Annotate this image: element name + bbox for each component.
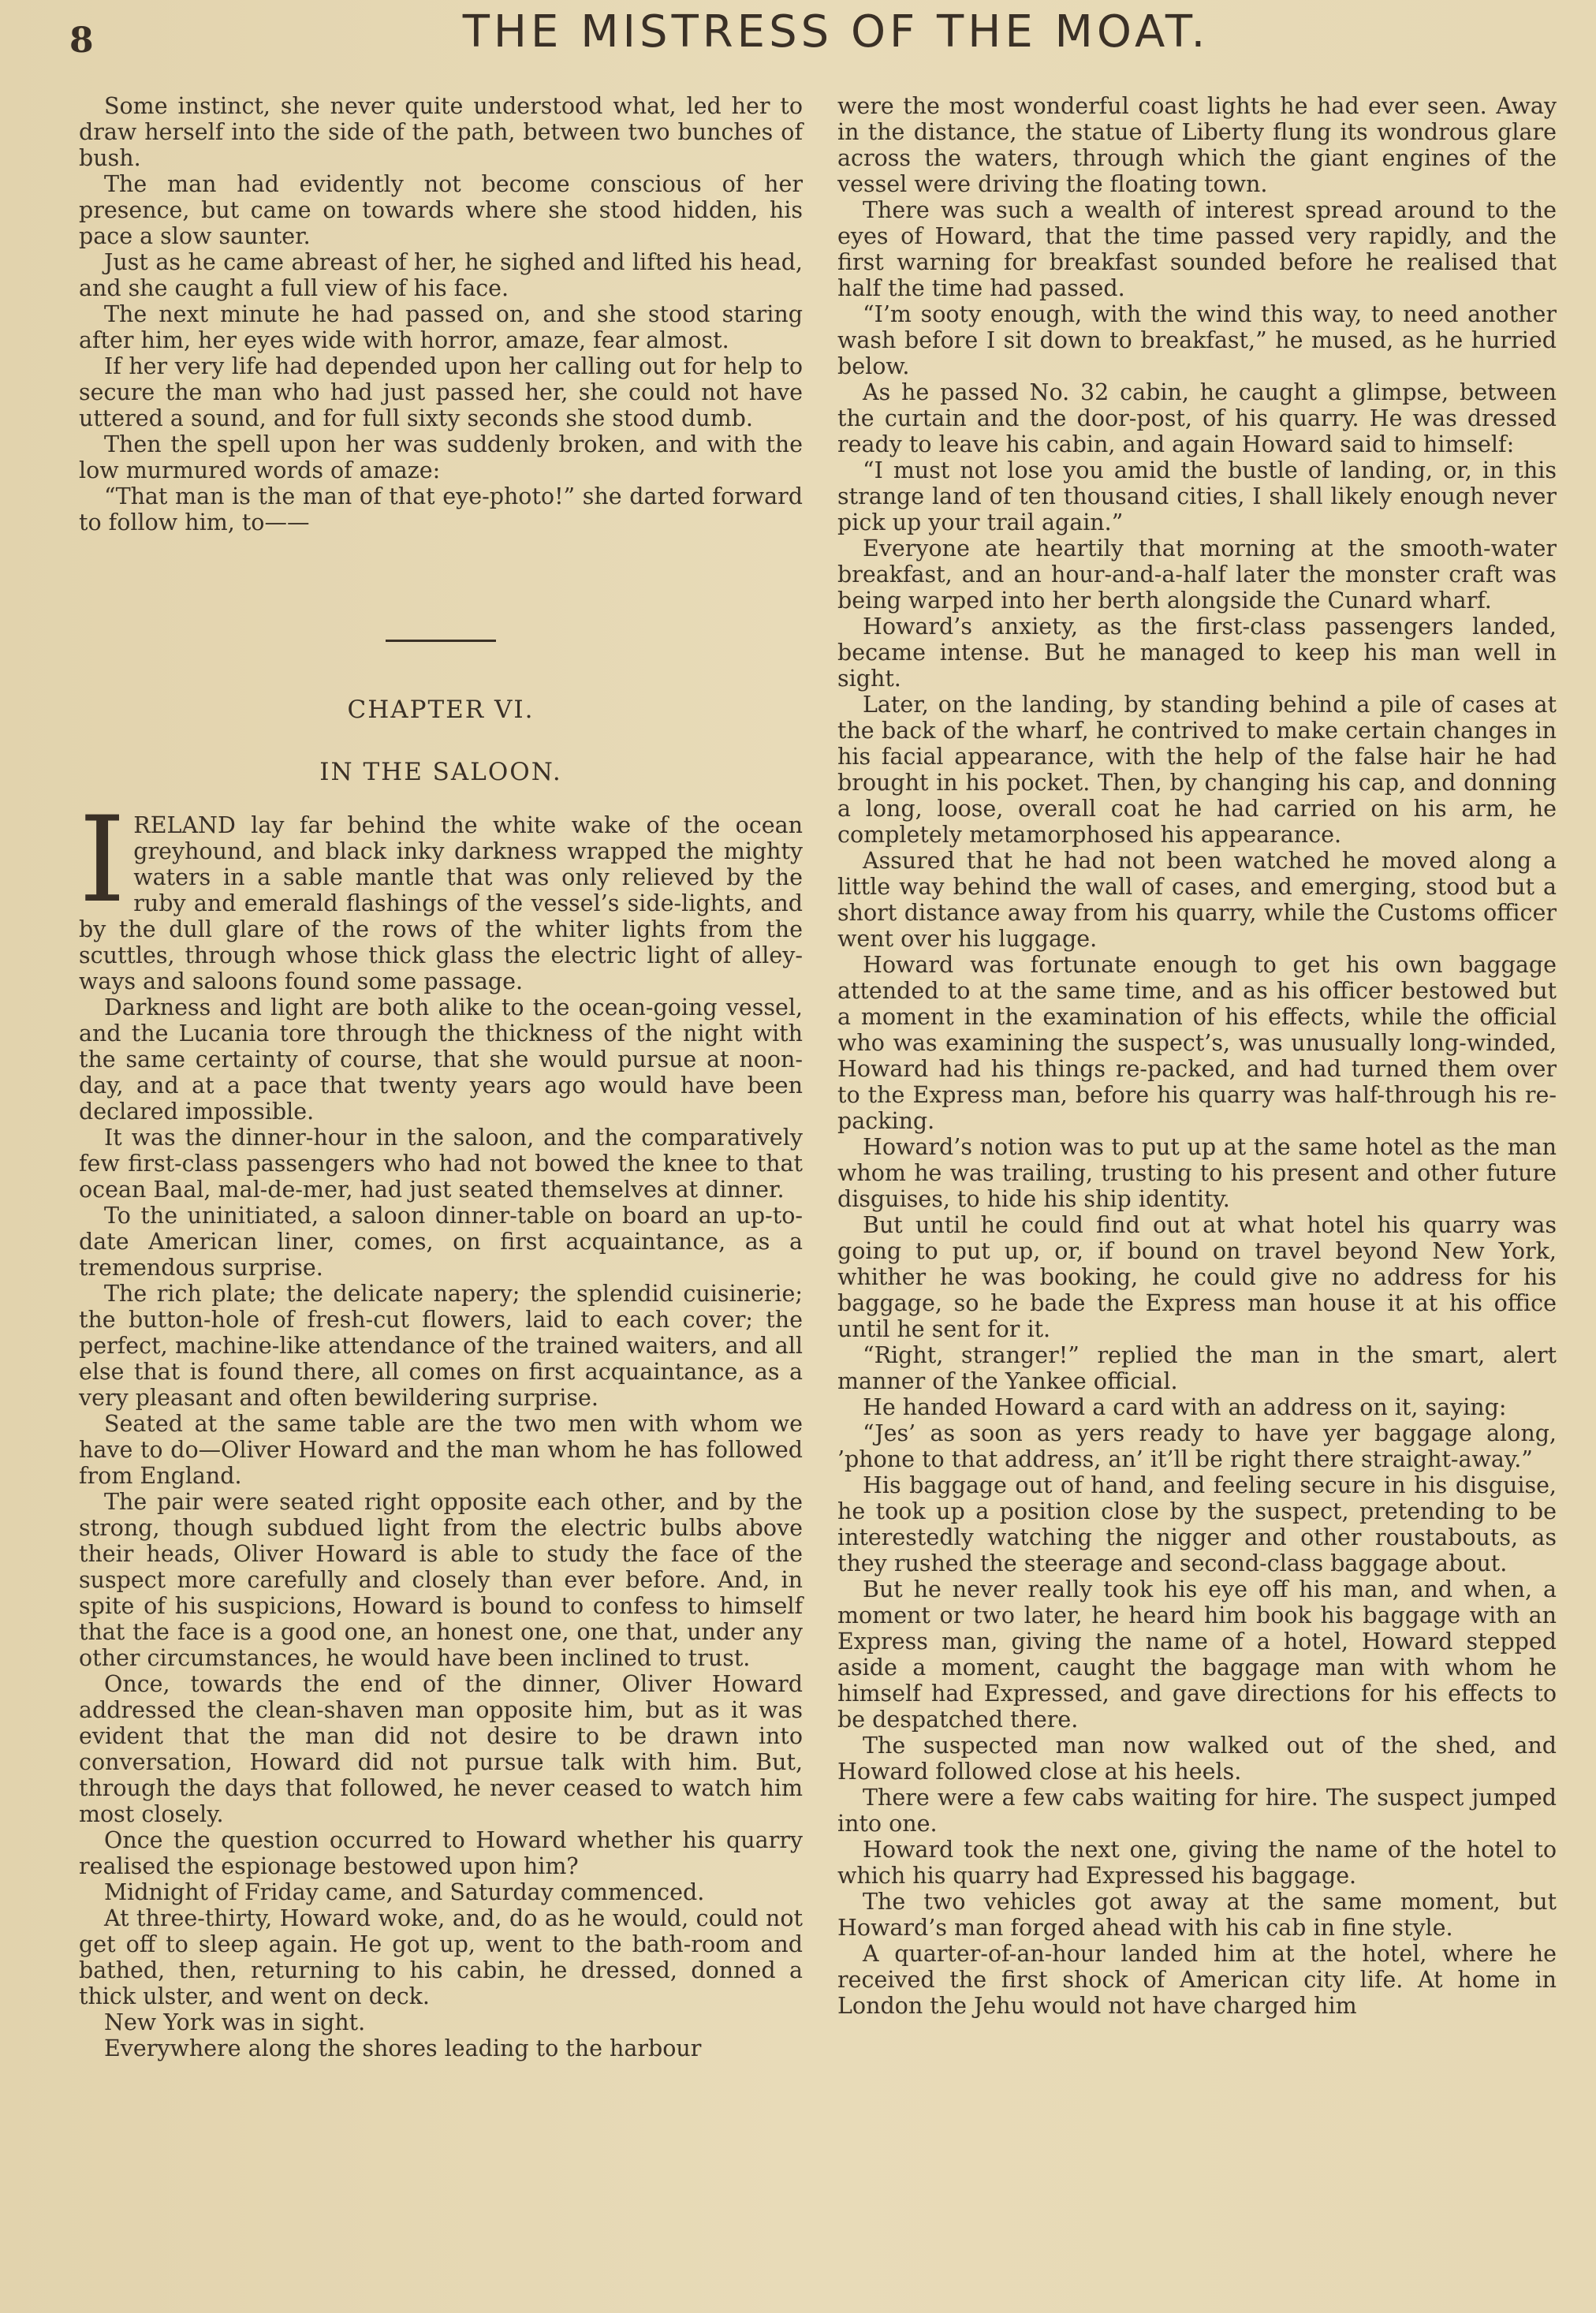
paragraph: Once, towards the end of the dinner, Oliver Howard addressed the clean-shaven man opposite him, but as it was evident that the man did not desire to be drawn into conversation, Howard did not pursue talk with him. But, through the days that followed, he never ceased to watch him most closely. [79, 1671, 803, 1827]
section-divider [386, 640, 496, 642]
paragraph: The next minute he had passed on, and she stood staring after him, her eyes wide with horror, amaze, fear almost. [79, 301, 803, 353]
paragraph: Some instinct, she never quite understood what, led her to draw herself into the side of the path, between two bunches of bush. [79, 93, 803, 171]
drop-cap: I [79, 792, 126, 929]
paragraph: Once the question occurred to Howard whether his quarry realised the espionage bestowed upon him? [79, 1827, 803, 1879]
paragraph: “I’m sooty enough, with the wind this way, to need another wash before I sit down to breakfast,” he mused, as he hurried below. [837, 301, 1557, 379]
paragraph: There was such a wealth of interest spread around to the eyes of Howard, that the time passed very rapidly, and the first warning for breakfast sounded before he realised that half the time had passed. [837, 197, 1557, 301]
paragraph: The rich plate; the delicate napery; the splendid cuisinerie; the button-hole of fresh-cut flowers, laid to each cover; the perfect, machine-like attendance of the trained waiters, and all else that is found there, all comes on first acquaintance, as a very pleasant and often bewildering surprise. [79, 1281, 803, 1411]
left-column [79, 93, 803, 2061]
paragraph: There were a few cabs waiting for hire. The suspect jumped into one. [837, 1785, 1557, 1837]
chapter-number: CHAPTER VI. [347, 696, 535, 724]
paragraph: Howard’s anxiety, as the first-class passengers landed, became intense. But he managed to keep his man well in sight. [837, 614, 1557, 692]
paragraph: His baggage out of hand, and feeling secure in his disguise, he took up a position close by the suspect, pretending to be interestedly watching the nigger and other roustabouts, as they rushed the steerage and second-class baggage about. [837, 1472, 1557, 1576]
paragraph: Howard was fortunate enough to get his own baggage attended to at the same time, and as his officer bestowed but a moment in the examination of his effects, while the official who was examining the suspect’s, was unusually long-winded, Howard had his things re-packed, and had turned them over to the Express man, before his quarry was half-through his re-packing. [837, 952, 1557, 1134]
paragraph: The man had evidently not become conscious of her presence, but came on towards where she stood hidden, his pace a slow saunter. [79, 171, 803, 249]
paragraph: “Jes’ as soon as yers ready to have yer baggage along, ’phone to that address, an’ it’ll be right there straight-away.” [837, 1420, 1557, 1472]
paragraph: He handed Howard a card with an address on it, saying: [863, 1394, 1507, 1420]
paragraph: Seated at the same table are the two men with whom we have to do—Oliver Howard and the man whom he has followed from England. [79, 1411, 803, 1489]
chapter-title: IN THE SALOON. [319, 758, 562, 786]
paragraph: The two vehicles got away at the same moment, but Howard’s man forged ahead with his cab in fine style. [837, 1889, 1557, 1941]
running-title: THE MISTRESS OF THE MOAT. [462, 6, 1210, 58]
paragraph: Everywhere along the shores leading to the harbour [104, 2035, 702, 2061]
paragraph: Howard took the next one, giving the name of the hotel to which his quarry had Expressed his baggage. [837, 1837, 1557, 1889]
paragraph: It was the dinner-hour in the saloon, and the comparatively few first-class passengers who had not bowed the knee to that ocean Baal, mal-de-mer, had just seated themselves at dinner. [79, 1125, 803, 1203]
paragraph: Darkness and light are both alike to the ocean-going vessel, and the Lucania tore through the thickness of the night with the same certainty of course, that she would pursue at noon-day, and at a pace that twenty years ago would have been declared impossible. [79, 994, 803, 1125]
paragraph: As he passed No. 32 cabin, he caught a glimpse, between the curtain and the door-post, of his quarry. He was dressed ready to leave his cabin, and again Howard said to himself: [837, 379, 1557, 457]
paragraph: The pair were seated right opposite each other, and by the strong, though subdued light from the electric bulbs above their heads, Oliver Howard is able to study the face of the suspect more carefully and closely than ever before. And, in spite of his suspicions, Howard is bound to confess to himself that the face is a good one, an honest one, one that, under any other circumstances, he would have been inclined to trust. [79, 1489, 803, 1671]
paragraph: Howard’s notion was to put up at the same hotel as the man whom he was trailing, trusting to his present and other future disguises, to hide his ship identity. [837, 1134, 1557, 1212]
paragraph: Everyone ate heartily that morning at the smooth-water breakfast, and an hour-and-a-half later the monster craft was being warped into her berth alongside the Cunard wharf. [837, 535, 1557, 614]
paragraph: Then the spell upon her was suddenly broken, and with the low murmured words of amaze: [79, 431, 803, 483]
paragraph: Assured that he had not been watched he moved along a little way behind the wall of cases, and emerging, stood but a short distance away from his quarry, while the Customs officer went over his luggage. [837, 848, 1557, 952]
paragraph: But until he could find out at what hotel his quarry was going to put up, or, if bound on travel beyond New York, whither he was booking, he could give no address for his baggage, so he bade the Express man house it at his office until he sent for it. [837, 1212, 1557, 1342]
paragraph: If her very life had depended upon her calling out for help to secure the man who had just passed her, she could not have uttered a sound, and for full sixty seconds she stood dumb. [79, 353, 803, 431]
opening-paragraph-text: RELAND lay far behind the white wake of the ocean greyhound, and black inky darkness wrapped the mighty waters in a sable mantle that was only relieved by the ruby and emerald flashings of the vessel’s side-lights, and by the dull glare of the rows of the whiter lights from the scuttles, through whose thick glass the electric light of alley-ways and saloons found some passage. [79, 812, 803, 994]
paragraph: At three-thirty, Howard woke, and, do as he would, could not get off to sleep again. He got up, went to the bath-room and bathed, then, returning to his cabin, he dressed, donned a thick ulster, and went on deck. [79, 1905, 803, 2009]
paragraph: To the uninitiated, a saloon dinner-table on board an up-to-date American liner, comes, on first acquaintance, as a tremendous surprise. [79, 1203, 803, 1281]
paragraph: “I must not lose you amid the bustle of landing, or, in this strange land of ten thousand cities, I shall likely enough never pick up your trail again.” [837, 457, 1557, 535]
right-column [837, 93, 1557, 2019]
opening-paragraph [79, 792, 803, 994]
paragraph: A quarter-of-an-hour landed him at the hotel, where he received the first shock of American city life. At home in London the Jehu would not have charged him [837, 1941, 1557, 2019]
paragraph: Midnight of Friday came, and Saturday commenced. [104, 1879, 705, 1905]
paragraph: New York was in sight. [104, 2009, 366, 2035]
paragraph: The suspected man now walked out of the shed, and Howard followed close at his heels. [837, 1733, 1557, 1785]
paragraph: “Right, stranger!” replied the man in the smart, alert manner of the Yankee official. [837, 1342, 1557, 1394]
paragraph: “That man is the man of that eye-photo!” she darted forward to follow him, to—— [79, 483, 803, 535]
paragraph: Later, on the landing, by standing behind a pile of cases at the back of the wharf, he contrived to make certain changes in his facial appearance, with the help of the false hair he had brought in his pocket. Then, by changing his cap, and donning a long, loose, overall coat he had carried on his arm, he completely metamorphosed his appearance. [837, 692, 1557, 848]
paragraph: But he never really took his eye off his man, and when, a moment or two later, he heard him book his baggage with an Express man, giving the name of a hotel, Howard stepped aside a moment, caught the baggage man with whom he himself had Expressed, and gave directions for his effects to be despatched there. [837, 1576, 1557, 1733]
paragraph: Just as he came abreast of her, he sighed and lifted his head, and she caught a full view of his face. [79, 249, 803, 301]
continued-paragraph: were the most wonderful coast lights he had ever seen. Away in the distance, the statue of Liberty flung its wondrous glare across the waters, through which the giant engines of the vessel were driving the floating town. [837, 93, 1557, 197]
page-number: 8 [69, 21, 94, 61]
